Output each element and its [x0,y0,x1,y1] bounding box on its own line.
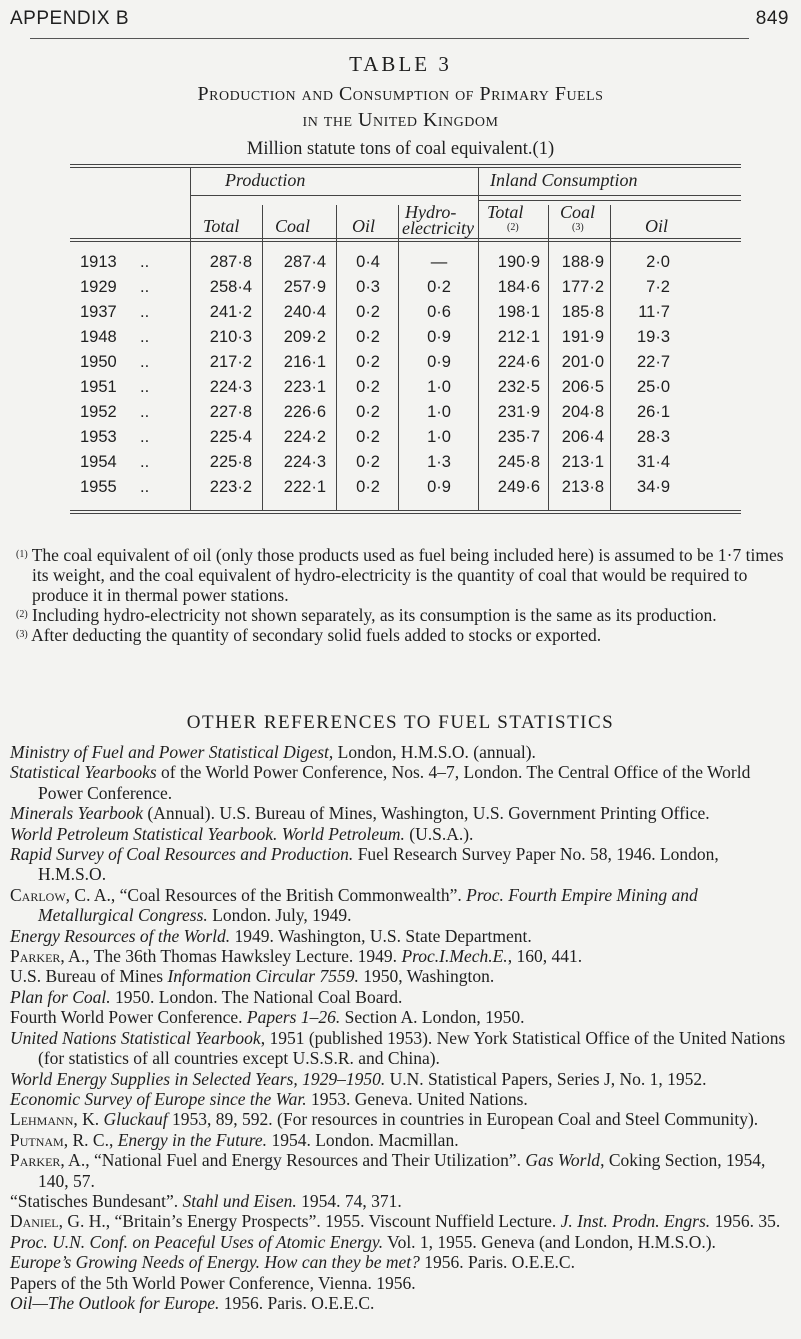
reference-i: Rapid Survey of Coal Resources and Production. [10,844,354,865]
reference-i: Ministry of Fuel and Power Statistical Digest [10,742,329,762]
cell-hydro: 1·0 [427,403,451,421]
reference-sc: Daniel, G. H., [10,1211,111,1232]
header-inland-consumption: Inland Consumption [490,170,638,190]
cell-consumption-oil: 26·1 [636,403,670,421]
table-row [0,303,801,323]
cell-consumption-coal: 204·8 [561,403,604,421]
reference-entry [10,762,790,803]
cell-oil: 0·2 [356,303,380,321]
cell-year: 1951 [80,378,117,396]
cell-consumption-oil: 7·2 [646,278,670,296]
reference-i2: Stahl und Eisen. [182,1190,297,1211]
cell-consumption-total: 184·6 [497,278,540,296]
reference-entry [10,844,790,885]
cell-consumption-total: 231·9 [497,403,540,421]
reference-i: World Petroleum Statistical Yearbook. World Petroleum. [10,823,405,844]
group-rule [190,195,741,196]
cell-dots: .. [140,253,150,271]
reference-r: 1953. Geneva. United Nations. [306,1088,528,1109]
cell-dots: .. [140,353,150,371]
header-oil: Oil [352,216,376,236]
cell-total: 217·2 [209,353,252,371]
cell-consumption-oil: 34·9 [636,478,670,496]
cell-consumption-coal: 185·8 [561,303,604,321]
cell-hydro: — [430,253,448,271]
header-hydro: Hydro- [405,202,457,222]
footnote [10,625,790,645]
cell-consumption-total: 198·1 [497,303,540,321]
units-text: Million statute tons of coal equivalent.(1) [246,139,555,159]
reference-entry [10,742,790,762]
cell-consumption-total: 190·9 [497,253,540,271]
reference-i2: J. Inst. Prodn. Engrs. [560,1211,711,1232]
reference-entry [10,966,790,986]
reference-r: 1949. Washington, U.S. State Department. [230,925,532,946]
cell-year: 1948 [80,328,117,346]
reference-sc: Parker, A., [10,1150,90,1171]
cell-hydro: 0·9 [427,353,451,371]
cell-dots: .. [140,278,150,296]
footnotes [10,545,790,645]
cell-year: 1950 [80,353,117,371]
reference-i2: Proc. Fourth Empire Mining and Metallurgical Congress. [38,884,698,926]
table-row [0,328,801,348]
cell-oil: 0·2 [356,453,380,471]
reference-entry [10,1069,790,1089]
header-consumption-coal: Coal [560,202,596,222]
table-row [0,428,801,448]
cell-dots: .. [140,428,150,446]
reference-i2: Gas World [525,1150,601,1171]
footnote-text: The coal equivalent of oil (only those products used as fuel being included here) is assumed to be 1·7 times its weight, and the coal equivalent of hydro-electricity is the quantity of coal that would be required to produce it in thermal power stations. [31,545,784,605]
cell-dots: .. [140,403,150,421]
table-row [0,403,801,423]
reference-entry [10,946,790,966]
cell-consumption-oil: 28·3 [636,428,670,446]
cell-consumption-total: 245·8 [497,453,540,471]
reference-entry [10,1252,790,1272]
reference-i2: Energy in the Future. [117,1129,268,1150]
cell-consumption-total: 235·7 [497,428,540,446]
cell-hydro: 0·6 [427,303,451,321]
cell-total: 225·8 [209,453,252,471]
table-row [0,453,801,473]
reference-sc: Parker, A., [10,946,90,967]
cell-consumption-coal: 201·0 [561,353,604,371]
cell-coal: 222·1 [283,478,326,496]
cell-consumption-total: 224·6 [497,353,540,371]
header-consumption-total: Total [487,202,524,222]
reference-entry [10,1191,790,1211]
cell-consumption-coal: 191·9 [561,328,604,346]
header-production: Production [225,170,306,190]
table-row [0,353,801,373]
running-head [10,6,789,32]
table-row [0,478,801,498]
table-units [0,139,801,160]
footnote [10,605,790,625]
cell-dots: .. [140,378,150,396]
cell-consumption-coal: 206·5 [561,378,604,396]
header-coal: Coal [275,216,311,236]
cell-consumption-oil: 19·3 [636,328,670,346]
reference-r2: 1950, Washington. [358,966,495,987]
reference-entry [10,1028,790,1069]
cell-oil: 0·2 [356,378,380,396]
cell-total: 258·4 [209,278,252,296]
reference-i: Economic Survey of Europe since the War. [10,1088,307,1109]
reference-i2: Gluckauf [103,1109,168,1130]
cell-year: 1913 [80,253,117,271]
cell-coal: 209·2 [283,328,326,346]
reference-sc: Putnam, R. C., [10,1129,114,1150]
reference-r: , 1951 (published 1953). New York Statistical Office of the United Nations (for statistics of all countries except U.S.S.R. and China). [38,1027,786,1069]
reference-entry [10,1109,790,1129]
cell-consumption-coal: 206·4 [561,428,604,446]
cell-oil: 0·2 [356,403,380,421]
footnote [10,545,790,605]
cell-hydro: 1·0 [427,428,451,446]
reference-r: (U.S.A.). [404,823,474,844]
reference-r2: , Coking Section, 1954, 140, 57. [38,1150,766,1191]
reference-i: Minerals Yearbook [10,803,144,824]
cell-dots: .. [140,328,150,346]
cell-consumption-coal: 188·9 [561,253,604,271]
reference-r: Papers of the 5th World Power Conference, Vienna. 1956. [10,1272,416,1293]
cell-year: 1953 [80,428,117,446]
cell-hydro: 0·2 [427,278,451,296]
table-row [0,378,801,398]
reference-r2: 1954. 74, 371. [296,1190,402,1211]
reference-r2: , 160, 441. [507,946,583,967]
table-title-line2: in the United Kingdom [302,109,499,131]
cell-total: 223·2 [209,478,252,496]
page-number: 849 [755,8,789,29]
header-consumption-total-note: (2) [507,222,519,233]
appendix-label: APPENDIX B [10,8,130,29]
cell-consumption-oil: 22·7 [636,353,670,371]
reference-entry [10,1273,790,1293]
reference-r2: London. July, 1949. [207,905,352,926]
cell-year: 1952 [80,403,117,421]
reference-r2: Section A. London, 1950. [340,1007,525,1028]
cell-total: 224·3 [209,378,252,396]
cell-consumption-coal: 213·8 [561,478,604,496]
cell-oil: 0·3 [356,278,380,296]
reference-r: Fourth World Power Conference. [10,1007,247,1028]
cell-coal: 224·2 [283,428,326,446]
reference-r: 1956. Paris. O.E.E.C. [219,1292,375,1313]
reference-r2: 1956. 35. [710,1211,781,1232]
cell-year: 1937 [80,303,117,321]
reference-entry [10,1089,790,1109]
cell-consumption-coal: 177·2 [561,278,604,296]
table-row [0,253,801,273]
cell-oil: 0·2 [356,328,380,346]
cell-coal: 224·3 [283,453,326,471]
header-rule [30,38,749,39]
cell-consumption-coal: 213·1 [561,453,604,471]
cell-year: 1954 [80,453,117,471]
reference-i2: Information Circular 7559. [167,966,359,987]
reference-r: Fuel Research Survey Paper No. 58, 1946. London, H.M.S.O. [38,844,719,885]
table-bottom-rule-2 [70,513,741,514]
reference-r: “National Fuel and Energy Resources and Their Utilization”. [89,1150,526,1171]
cell-consumption-oil: 31·4 [636,453,670,471]
reference-i: World Energy Supplies in Selected Years, 1929–1950. [10,1068,386,1089]
cell-year: 1955 [80,478,117,496]
reference-r: of the World Power Conference, Nos. 4–7, London. The Central Office of the World Power Conference. [38,762,751,803]
cell-coal: 287·4 [283,253,326,271]
cell-total: 225·4 [209,428,252,446]
reference-r2: 1954. London. Macmillan. [267,1129,459,1150]
reference-entry [10,803,790,823]
table-label: TABLE 3 [349,52,452,76]
reference-r: The 36th Thomas Hawksley Lecture. 1949. [89,946,402,967]
cell-hydro: 0·9 [427,478,451,496]
footnote-mark: (2) [16,609,28,620]
reference-entry [10,1130,790,1150]
header-total: Total [203,216,240,236]
reference-sc: Lehmann, K. [10,1109,100,1130]
cell-consumption-total: 212·1 [497,328,540,346]
reference-i2: Proc.I.Mech.E. [401,946,508,967]
cell-coal: 257·9 [283,278,326,296]
reference-entry [10,885,790,926]
references-list [10,742,790,1313]
reference-r2: 1953, 89, 592. (For resources in countries in European Coal and Steel Community). [167,1109,759,1130]
reference-i: United Nations Statistical Yearbook [10,1027,261,1048]
cell-consumption-total: 232·5 [497,378,540,396]
cell-hydro: 1·3 [427,453,451,471]
reference-entry [10,987,790,1007]
reference-entry [10,926,790,946]
cell-coal: 216·1 [283,353,326,371]
header-consumption-oil: Oil [645,216,669,236]
cell-dots: .. [140,453,150,471]
reference-i: Oil—The Outlook for Europe. [10,1292,220,1313]
cell-dots: .. [140,478,150,496]
reference-r: U.S. Bureau of Mines [10,966,168,987]
reference-entry [10,1293,790,1313]
footnote-text: After deducting the quantity of secondary solid fuels added to stocks or exported. [31,625,602,645]
references-heading: OTHER REFERENCES TO FUEL STATISTICS [186,712,615,733]
table-title-line1: Production and Consumption of Primary Fuels [197,83,604,105]
reference-r: U.N. Statistical Papers, Series J, No. 1, 1952. [385,1068,707,1089]
reference-i: Energy Resources of the World. [10,925,231,946]
reference-r: 1956. Paris. O.E.E.C. [419,1252,575,1273]
footnote-mark: (3) [16,629,28,640]
table-row [0,278,801,298]
reference-entry [10,1007,790,1027]
cell-consumption-oil: 2·0 [646,253,670,271]
reference-i: Europe’s Growing Needs of Energy. How can they be met? [10,1252,420,1273]
reference-i: Statistical Yearbooks [10,762,157,783]
cell-total: 241·2 [209,303,252,321]
cell-oil: 0·2 [356,478,380,496]
reference-i: Proc. U.N. Conf. on Peaceful Uses of Atomic Energy. [10,1231,384,1252]
cell-consumption-total: 249·6 [497,478,540,496]
cell-total: 210·3 [209,328,252,346]
reference-r: 1950. London. The National Coal Board. [110,986,403,1007]
header-consumption-coal-note: (3) [572,222,584,233]
table-top-rule [70,164,741,165]
cell-hydro: 0·9 [427,328,451,346]
header-bottom-rule-2 [70,241,741,242]
reference-sc: Carlow, C. A., [10,884,116,905]
cell-coal: 226·6 [283,403,326,421]
reference-r: Vol. 1, 1955. Geneva (and London, H.M.S.O.). [383,1231,716,1252]
reference-r: “Coal Resources of the British Commonwealth”. [115,884,467,905]
reference-i2: Papers 1–26. [246,1007,341,1028]
table-top-rule-2 [70,167,741,168]
cell-dots: .. [140,303,150,321]
reference-entry [10,824,790,844]
reference-entry [10,1150,790,1191]
reference-r: (Annual). U.S. Bureau of Mines, Washington, U.S. Government Printing Office. [143,803,710,824]
reference-i: Plan for Coal. [10,986,111,1007]
footnote-mark: (1) [16,549,28,560]
cell-oil: 0·4 [356,253,380,271]
reference-entry [10,1232,790,1252]
cell-total: 287·8 [209,253,252,271]
cell-coal: 240·4 [283,303,326,321]
reference-r: “Britain’s Energy Prospects”. 1955. Viscount Nuffield Lecture. [110,1211,561,1232]
consumption-group-rule [478,200,741,201]
reference-entry [10,1211,790,1231]
table-bottom-rule [70,510,741,511]
reference-r: , London, H.M.S.O. (annual). [328,742,536,762]
cell-consumption-oil: 11·7 [638,303,670,321]
cell-oil: 0·2 [356,428,380,446]
cell-hydro: 1·0 [427,378,451,396]
cell-oil: 0·2 [356,353,380,371]
cell-total: 227·8 [209,403,252,421]
cell-coal: 223·1 [283,378,326,396]
cell-year: 1929 [80,278,117,296]
reference-r: “Statisches Bundesant”. [10,1190,183,1211]
footnote-text: Including hydro-electricity not shown separately, as its consumption is the same as its production. [32,605,717,625]
header-electricity: electricity [402,218,474,238]
cell-consumption-oil: 25·0 [636,378,670,396]
